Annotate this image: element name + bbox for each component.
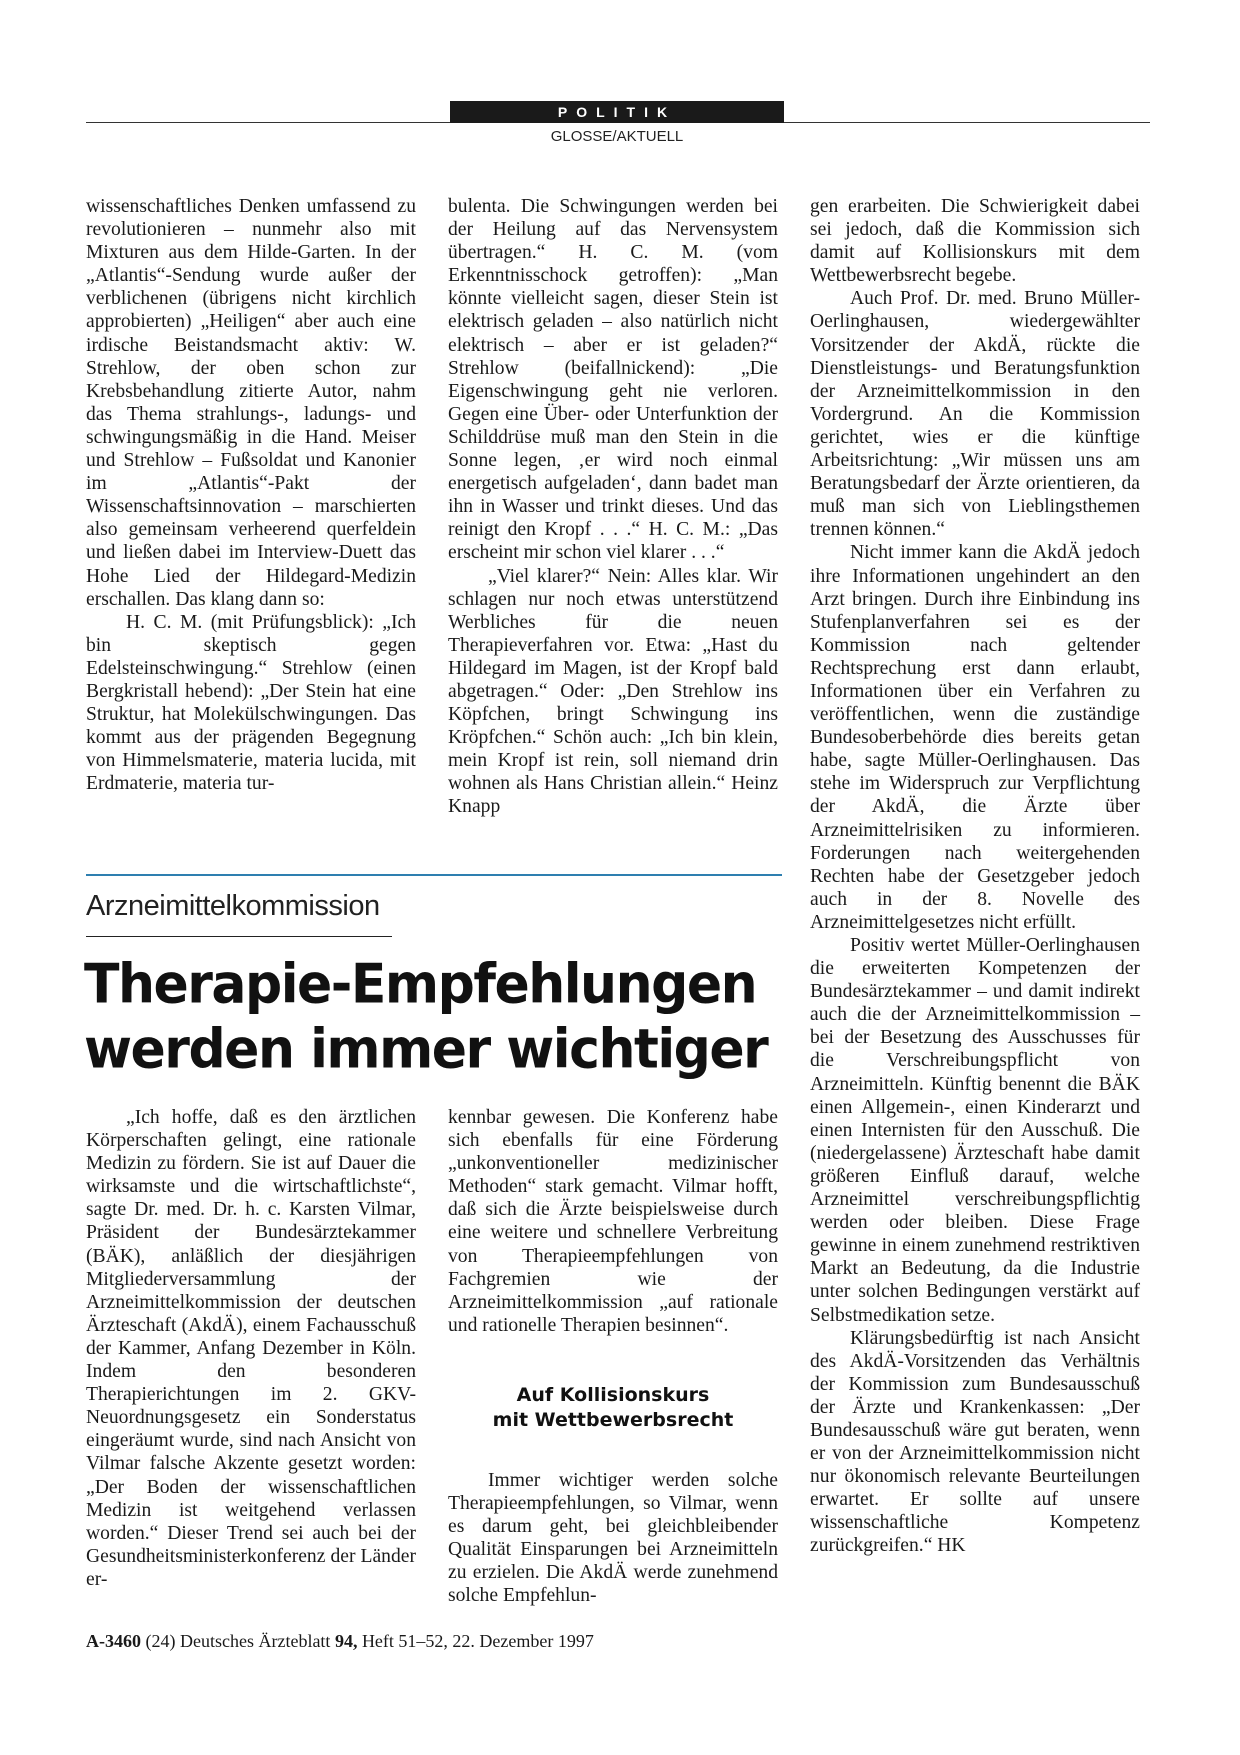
article-subheading: [448, 1383, 778, 1433]
paragraph: kennbar gewesen. Die Konferenz habe sich ebenfalls für eine Förderung „unkonventioneller medizinischer Methoden“ stark gemacht. Vilmar hofft, daß sich die Ärzte beispielsweise durch eine weitere und schnellere Verbreitung von Therapieempfehlungen von Fachgremien wie der Arzneimittelkommission „auf rationale und rationelle Therapien besinnen“.: [448, 1107, 778, 1336]
volume-number: 94,: [334, 1631, 358, 1651]
paragraph: Immer wichtiger werden solche Therapieempfehlungen, so Vilmar, wenn es darum geht, bei gleichbleibender Qualität Einsparungen bei Arzneimitteln zu erzielen. Die AkdÄ werde zunehmend solche Empfehlun-: [448, 1469, 778, 1607]
paragraph: Auch Prof. Dr. med. Bruno Müller-Oerlinghausen, wiedergewählter Vorsitzender der AkdÄ, rückte die Dienstleistungs- und Beratungsfunktion der Arzneimittelkommission in den Vordergrund. An die Kommission gerichtet, wies er die künftige Arbeitsrichtung: „Wir müssen uns am Beratungsbedarf der Ärzte orientieren, da muß man sich von Lieblingsthemen trennen können.“: [810, 288, 1140, 541]
article-column-3: [810, 195, 1140, 1558]
glosse-column-1: [86, 195, 416, 795]
issue-suffix: Heft 51–52, 22. Dezember 1997: [361, 1631, 594, 1651]
article-kicker: Arzneimittelkommission: [86, 890, 380, 922]
article-divider: [86, 874, 782, 876]
article-column-1: [86, 1106, 416, 1591]
section-badge: POLITIK: [450, 101, 784, 123]
paragraph: „Viel klarer?“ Nein: Alles klar. Wir schlagen nur noch etwas unterstützend Werbliches für die neuen Therapieverfahren vor. Etwa: „Hast du Hildegard im Magen, ist der Kropf bald abgetragen.“ Oder: „Den Strehlow ins Köpfchen, bringt Schwingung ins Kröpfchen.“ Schön auch: „Ich bin klein, mein Kropf ist rein, soll niemand drin wohnen als Hans Christian allein.“ Heinz Knapp: [448, 565, 778, 818]
paragraph: Klärungsbedürftig ist nach Ansicht des AkdÄ-Vorsitzenden das Verhältnis der Kommission zum Bundesausschuß der Ärzte und Krankenkassen: „Der Bundesausschuß wäre gut beraten, wenn er von der Arzneimittelkommission nicht nur ökonomisch relevante Beurteilungen erwartet. Er sollte auf unsere wissenschaftliche Kompetenz zurückgreifen.“ HK: [810, 1327, 1140, 1557]
paragraph: wissenschaftliches Denken umfassend zu revolutionieren – nunmehr also mit Mixturen aus dem Hilde-Garten. In der „Atlantis“-Sendung wurde außer der verblichenen (übrigens nicht kirchlich approbierten) „Heiligen“ aber auch eine irdische Beistandsmacht aktiv: W. Strehlow, der oben schon zur Krebsbehandlung zitierte Autor, nahm das Thema strahlungs-, ladungs- und schwingungsmäßig in die Hand. Meiser und Strehlow – Fußsoldat und Kanonier im „Atlantis“-Pakt der Wissenschaftsinnovation – marschierten also gemeinsam verheerend querfeldein und ließen dabei im Interview-Duett das Hohe Lied der Hildegard-Medizin erschallen. Das klang dann so:: [86, 196, 416, 610]
paragraph: H. C. M. (mit Prüfungsblick): „Ich bin skeptisch gegen Edelsteinschwingung.“ Strehlow (einen Bergkristall hebend): „Der Stein hat eine Struktur, hat Molekülschwingungen. Das kommt aus der prägenden Begegnung von Himmelsmaterie, materia lucida, mit Erdmaterie, materia tur-: [86, 611, 416, 795]
paragraph: bulenta. Die Schwingungen werden bei der Heilung auf das Nervensystem übertragen.“ H. C. M. (vom Erkenntnisschock getroffen): „Man könnte vielleicht sagen, dieser Stein ist elektrisch geladen – also natürlich nicht elektrisch – aber er ist geladen?“ Strehlow (beifallnickend): „Die Eigenschwingung geht nie verloren. Gegen eine Über- oder Unterfunktion der Schilddrüse muß man den Stein in die Sonne legen, ‚er wird noch einmal energetisch aufgeladen‘, dann badet man ihn in Wasser und trinkt dieses. Und das reinigt den Kropf . . .“ H. C. M.: „Das erscheint mir schon viel klarer . . .“: [448, 196, 778, 564]
page-footer: [86, 1631, 594, 1652]
kicker-underline: [86, 936, 392, 937]
subheading-line-2: mit Wettbewerbsrecht: [492, 1408, 734, 1431]
paragraph: Positiv wertet Müller-Oerlinghausen die erweiterten Kompetenzen der Bundesärztekammer – und damit indirekt auch die der Arzneimittelkommission – bei der Besetzung des Ausschusses für die Verschreibungspflicht von Arzneimitteln. Künftig benennt die BÄK einen Allgemein-, einen Kinderarzt und einen Internisten für den Ausschuß. Die (niedergelassene) Ärzteschaft habe damit größeren Einfluß darauf, welche Arzneimittel verschreibungspflichtig werden oder bleiben. Diese Frage gewinne in einem zunehmend restriktiven Markt an Bedeutung, da die Industrie unter solchen Bedingungen verstärkt auf Selbstmedikation setze.: [810, 935, 1140, 1326]
subheading-line-1: Auf Kollisionskurs: [516, 1383, 710, 1406]
issue-prefix: (24) Deutsches Ärzteblatt: [145, 1631, 331, 1651]
article-column-2: [448, 1106, 778, 1608]
paragraph: Nicht immer kann die AkdÄ jedoch ihre Informationen ungehindert an den Arzt bringen. Durch ihre Einbindung ins Stufenplanverfahren sei es der Kommission nach geltender Rechtsprechung erst dann erlaubt, Informationen über ein Verfahren zu veröffentlichen, wenn die zuständige Bundesoberbehörde dies bereits getan habe, sagte Müller-Oerlinghausen. Das stehe im Widerspruch zur Verpflichtung der AkdÄ, die Ärzte über Arzneimittelrisiken zu informieren. Forderungen nach weitergehenden Rechten habe der Gesetzgeber jedoch auch in der 8. Novelle des Arzneimittelgesetzes nicht erfüllt.: [810, 542, 1140, 933]
paragraph: gen erarbeiten. Die Schwierigkeit dabei sei jedoch, daß die Kommission sich damit auf Kollisionskurs mit dem Wettbewerbsrecht begebe.: [810, 196, 1140, 287]
glosse-column-2: [448, 195, 778, 819]
page-number: A-3460: [86, 1631, 141, 1651]
section-subtitle: GLOSSE/AKTUELL: [550, 128, 684, 145]
headline-line-1: Therapie-Empfehlungen: [84, 953, 757, 1017]
headline-line-2: werden immer wichtiger: [84, 1018, 768, 1082]
article-headline: [84, 952, 784, 1082]
paragraph: „Ich hoffe, daß es den ärztlichen Körperschaften gelingt, eine rationale Medizin zu fördern. Sie ist auf Dauer die wirksamste und die wirtschaftlichste“, sagte Dr. med. Dr. h. c. Karsten Vilmar, Präsident der Bundesärztekammer (BÄK), anläßlich der diesjährigen Mitgliederversammlung der Arzneimittelkommission der deutschen Ärzteschaft (AkdÄ), einem Fachausschuß der Kammer, Anfang Dezember in Köln. Indem den besonderen Therapierichtungen im 2. GKV-Neuordnungsgesetz ein Sonderstatus eingeräumt wurde, sind nach Ansicht von Vilmar falsche Akzente gesetzt worden: „Der Boden der wissenschaftlichen Medizin ist weitgehend verlassen worden.“ Dieser Trend sei auch bei der Gesundheitsministerkonferenz der Länder er-: [86, 1107, 416, 1590]
